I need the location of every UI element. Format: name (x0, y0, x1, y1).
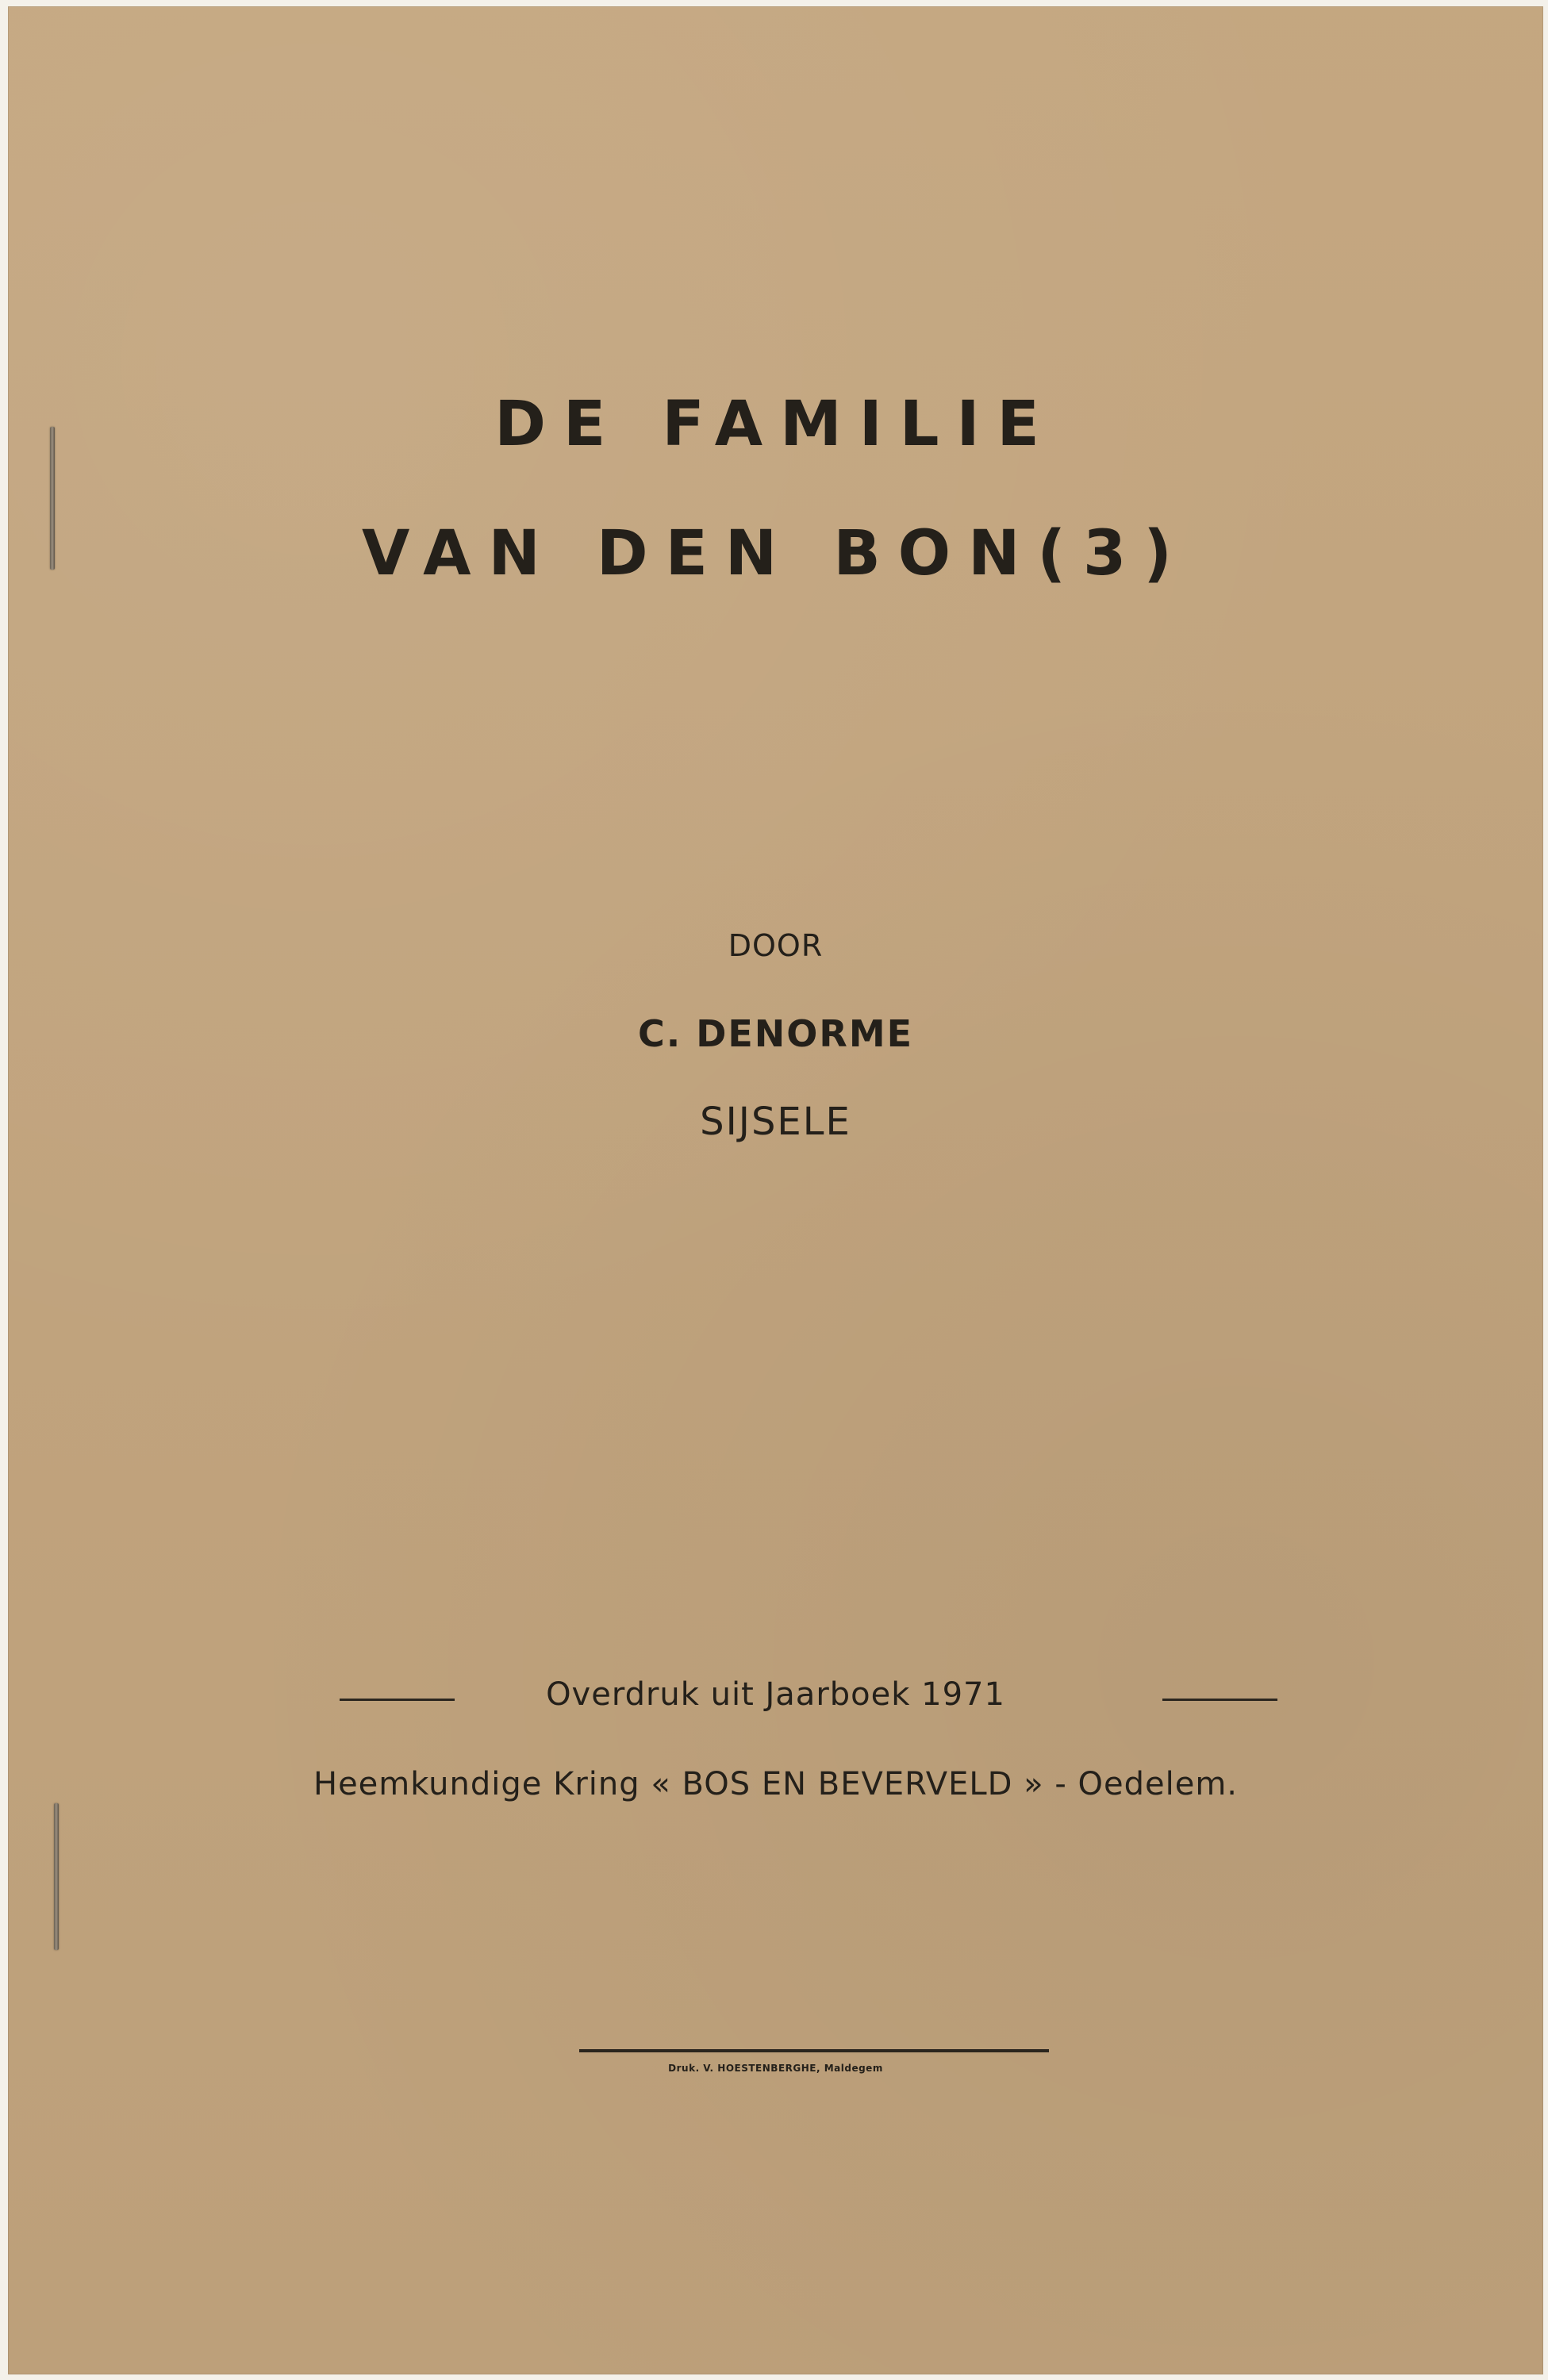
title-line-1: DE FAMILIE (494, 389, 1057, 460)
society-text: Heemkundige Kring « BOS EN BEVERVELD » - Oedelem. (313, 1766, 1238, 1802)
printer-rule (579, 2049, 1049, 2052)
author-prefix: DOOR (728, 928, 824, 963)
reprint-text: Overdruk uit Jaarboek 1971 (546, 1676, 1005, 1713)
reprint-row (8, 1676, 1543, 1724)
title-line-2: VAN DEN BON(3) (362, 518, 1189, 589)
staple-bottom (54, 1803, 59, 1950)
printer-text: Druk. V. HOESTENBERGHE, Maldegem (668, 2063, 883, 2074)
booklet-cover (8, 6, 1543, 2374)
author-place: SIJSELE (700, 1100, 851, 1144)
author-name: C. DENORME (637, 1012, 914, 1055)
reprint-rule-right (1162, 1699, 1277, 1701)
